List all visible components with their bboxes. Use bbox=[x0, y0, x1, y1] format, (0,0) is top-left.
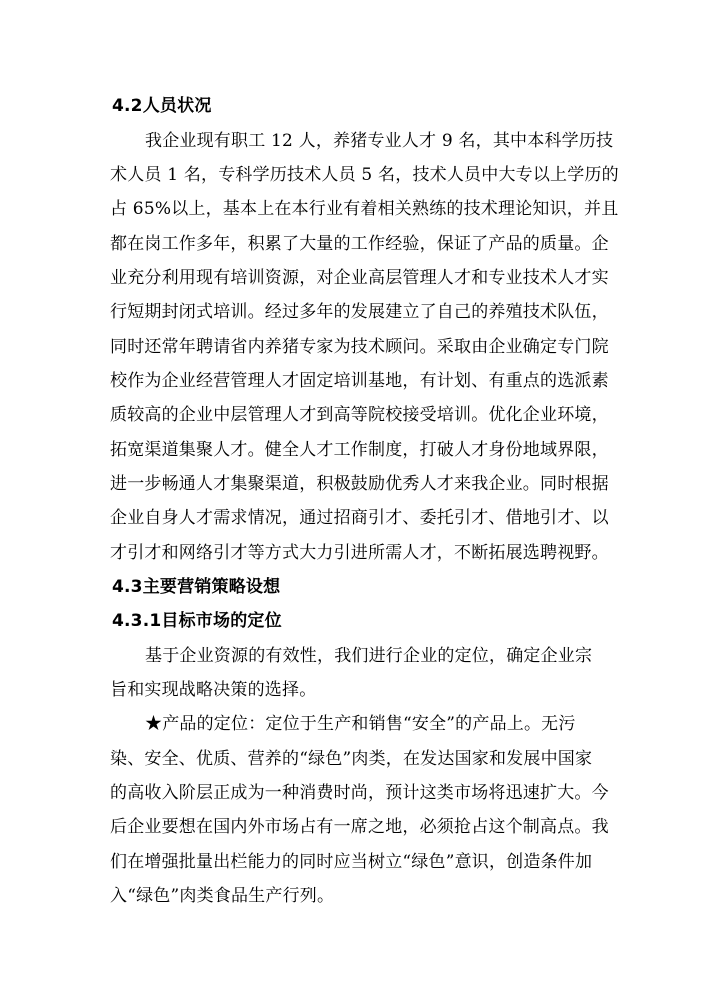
paragraph-line: 旨和实现战略决策的选择。 bbox=[110, 680, 317, 700]
paragraph-line: 术人员 1 名，专科学历技术人员 5 名，技术人员中大专以上学历的 bbox=[110, 165, 619, 185]
paragraph-line: 入“绿色”肉类食品生产行列。 bbox=[110, 886, 335, 906]
paragraph-line: 校作为企业经营管理人才固定培训基地，有计划、有重点的选派素 bbox=[110, 371, 609, 391]
paragraph-line: 基于企业资源的有效性，我们进行企业的定位，确定企业宗 bbox=[145, 646, 593, 666]
paragraph-line: 质较高的企业中层管理人才到高等院校接受培训。优化企业环境， bbox=[110, 405, 609, 425]
paragraph-line: 染、安全、优质、营养的“绿色”肉类，在发达国家和发展中国家 bbox=[110, 749, 593, 769]
paragraph-line: 同时还常年聘请省内养猪专家为技术顾问。采取由企业确定专门院 bbox=[110, 337, 609, 357]
section-heading-4-3: 4.3主要营销策略设想 bbox=[112, 577, 281, 597]
paragraph-line: 企业自身人才需求情况，通过招商引才、委托引才、借地引才、以 bbox=[110, 508, 609, 528]
paragraph-line: 业充分利用现有培训资源，对企业高层管理人才和专业技术人才实 bbox=[110, 268, 609, 288]
section-heading-4-2: 4.2人员状况 bbox=[112, 96, 212, 116]
paragraph-line: 们在增强批量出栏能力的同时应当树立“绿色”意识，创造条件加 bbox=[110, 852, 593, 872]
section-heading-4-3-1: 4.3.1目标市场的定位 bbox=[112, 611, 282, 631]
paragraph-line: 才引才和网络引才等方式大力引进所需人才，不断拓展选聘视野。 bbox=[110, 543, 609, 563]
paragraph-line: 占 65%以上，基本上在本行业有着相关熟练的技术理论知识，并且 bbox=[110, 199, 619, 219]
paragraph-line: ★产品的定位：定位于生产和销售“安全”的产品上。无污 bbox=[145, 714, 576, 734]
paragraph-line: 行短期封闭式培训。经过多年的发展建立了自己的养殖技术队伍， bbox=[110, 302, 609, 322]
paragraph-line: 进一步畅通人才集聚渠道，积极鼓励优秀人才来我企业。同时根据 bbox=[110, 474, 609, 494]
paragraph-line: 的高收入阶层正成为一种消费时尚，预计这类市场将迅速扩大。今 bbox=[110, 783, 609, 803]
paragraph-line: 后企业要想在国内外市场占有一席之地，必须抢占这个制高点。我 bbox=[110, 817, 609, 837]
paragraph-line: 都在岗工作多年，积累了大量的工作经验，保证了产品的质量。企 bbox=[110, 234, 609, 254]
paragraph-line: 我企业现有职工 12 人，养猪专业人才 9 名，其中本科学历技 bbox=[145, 131, 614, 151]
paragraph-line: 拓宽渠道集聚人才。健全人才工作制度，打破人才身份地域界限， bbox=[110, 440, 609, 460]
